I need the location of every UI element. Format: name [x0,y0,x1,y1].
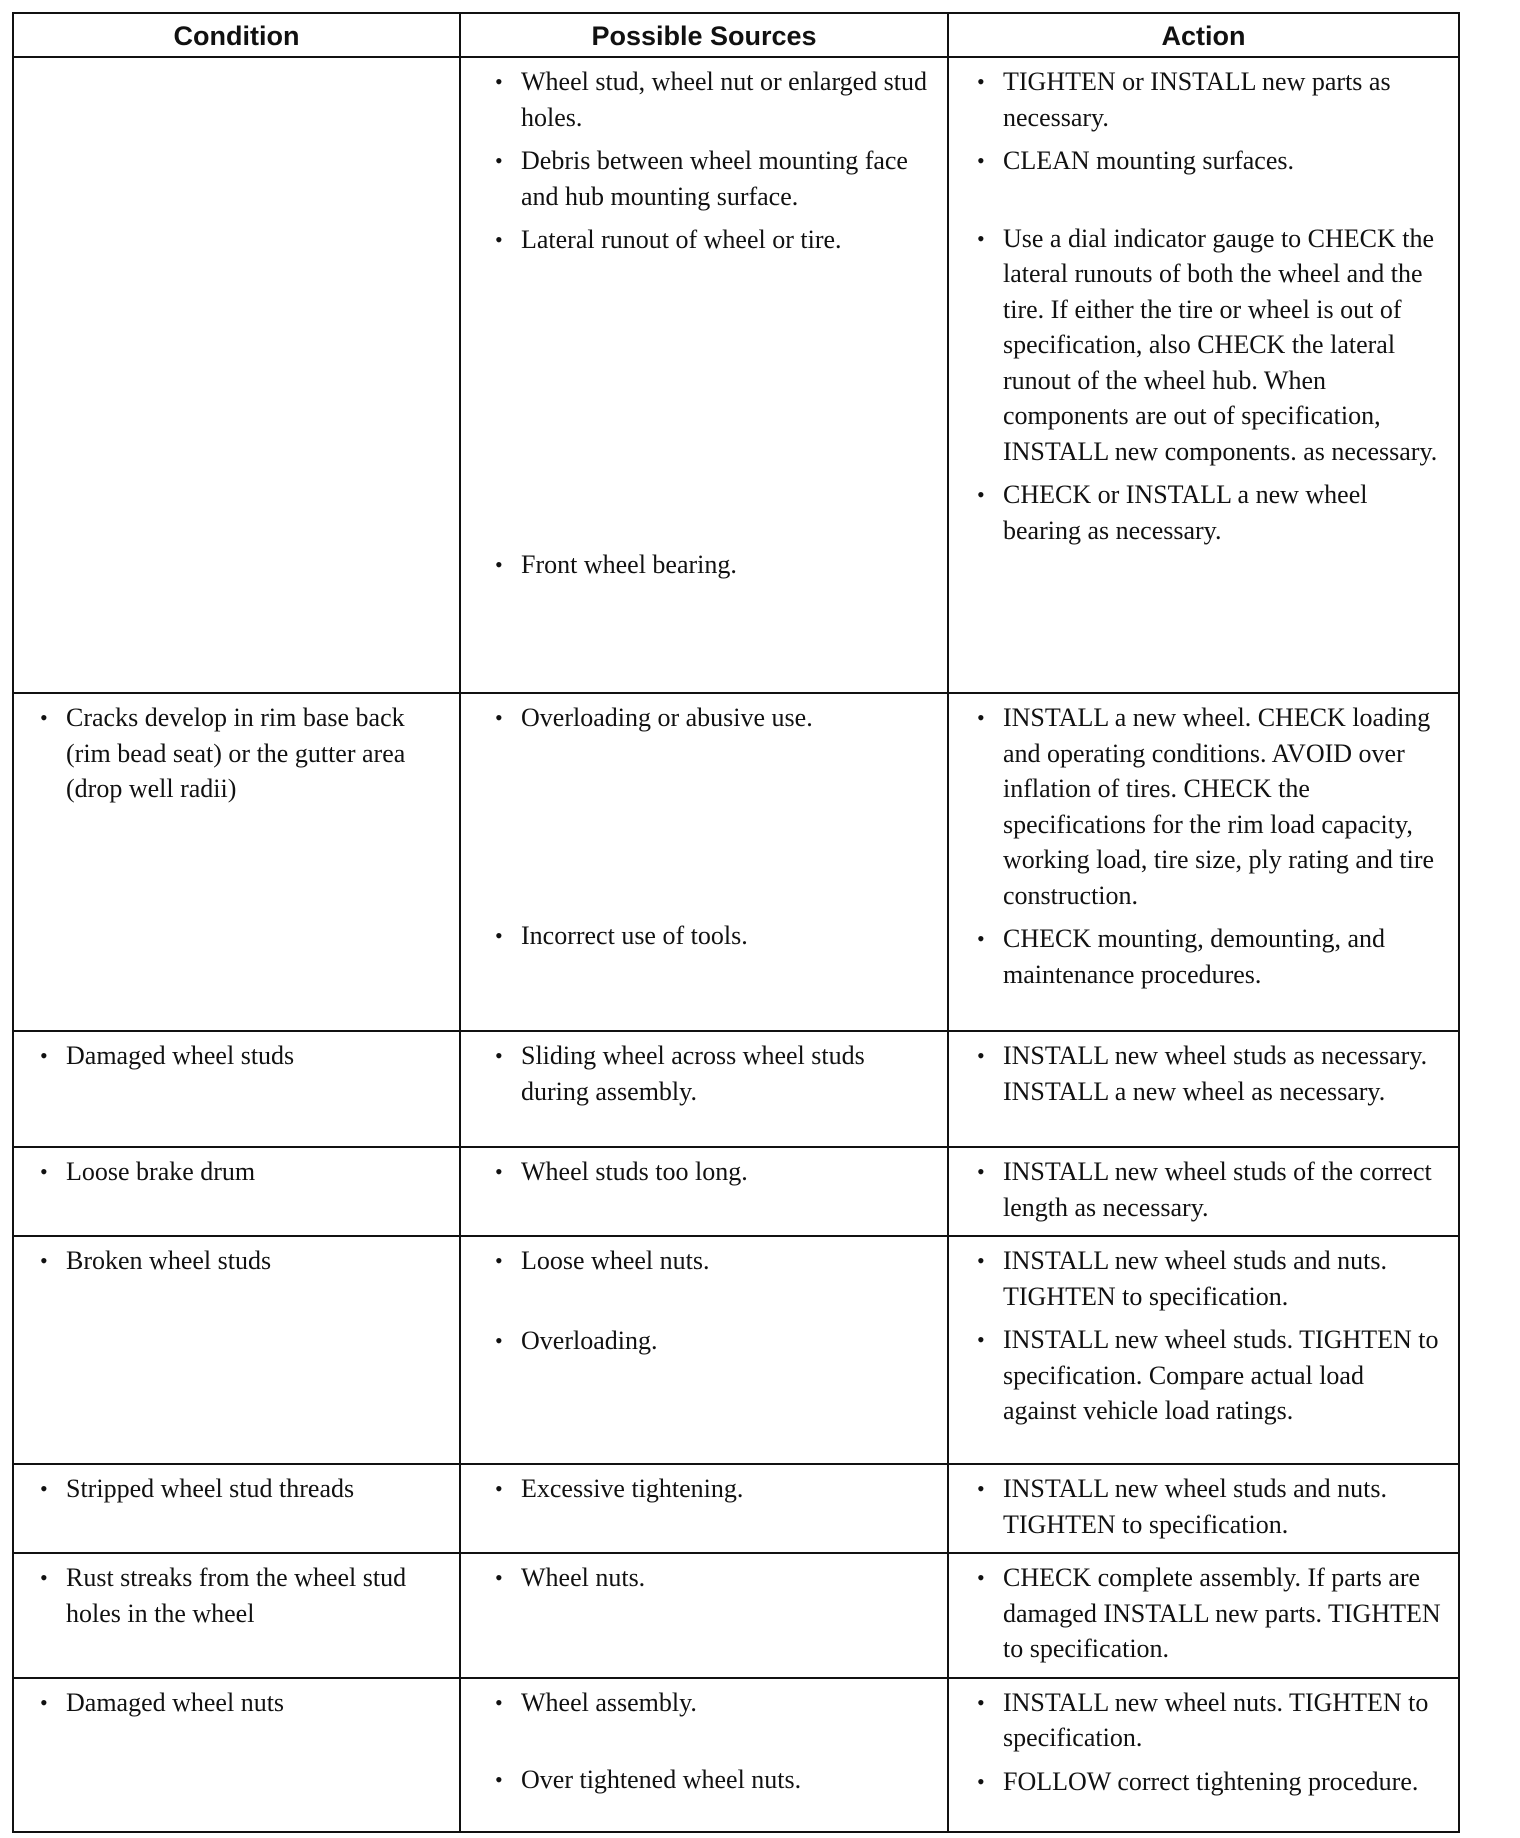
source-item: • Incorrect use of tools. [495,918,933,954]
table-row [13,1031,1459,1147]
action-cell [948,1236,1459,1464]
action-item: • CHECK complete assembly. If parts are damaged INSTALL new parts. TIGHTEN to specification. [977,1560,1444,1667]
action-cell [948,1678,1459,1832]
sources-cell [460,1464,948,1553]
source-item: • Front wheel bearing. [495,547,933,583]
action-item: • CHECK mounting, demounting, and maintenance procedures. [977,921,1444,992]
source-item: • Overloading or abusive use. [495,700,933,736]
action-item: • FOLLOW correct tightening procedure. [977,1764,1444,1800]
source-item: • Wheel nuts. [495,1560,933,1596]
action-cell [948,57,1459,693]
condition-item: • Stripped wheel stud threads [40,1471,445,1507]
source-item: • Excessive tightening. [495,1471,933,1507]
action-item: • INSTALL new wheel nuts. TIGHTEN to specification. [977,1685,1444,1756]
table-row [13,1678,1459,1832]
source-item: • Wheel stud, wheel nut or enlarged stud holes. [495,64,933,135]
condition-item: • Damaged wheel nuts [40,1685,445,1721]
sources-cell [460,57,948,693]
sources-cell [460,1031,948,1147]
action-cell [948,1031,1459,1147]
action-item: • INSTALL new wheel studs as necessary. INSTALL a new wheel as necessary. [977,1038,1444,1109]
source-item: • Wheel studs too long. [495,1154,933,1190]
table-row [13,1553,1459,1678]
sources-cell [460,1553,948,1678]
table-row [13,57,1459,693]
action-item: • Use a dial indicator gauge to CHECK the lateral runouts of both the wheel and the tire. If either the tire or wheel is out of specification, also CHECK the lateral runout of the wheel hub. When components are out of specification, INSTALL new components. as necessary. [977,221,1444,470]
source-item: • Sliding wheel across wheel studs during assembly. [495,1038,933,1109]
condition-item: • Loose brake drum [40,1154,445,1190]
condition-cell [13,57,460,693]
action-cell [948,693,1459,1031]
action-cell [948,1464,1459,1553]
sources-cell [460,1147,948,1236]
condition-cell [13,693,460,1031]
action-cell [948,1147,1459,1236]
source-item: • Debris between wheel mounting face and hub mounting surface. [495,143,933,214]
action-item: • CLEAN mounting surfaces. [977,143,1444,179]
sources-cell [460,1236,948,1464]
diagnosis-table [12,12,1460,1833]
header-action: Action [948,13,1459,57]
condition-cell [13,1464,460,1553]
action-item: • TIGHTEN or INSTALL new parts as necessary. [977,64,1444,135]
condition-cell [13,1553,460,1678]
condition-cell [13,1236,460,1464]
action-cell [948,1553,1459,1678]
action-item: • INSTALL new wheel studs and nuts. TIGHTEN to specification. [977,1243,1444,1314]
condition-cell [13,1678,460,1832]
condition-item: • Cracks develop in rim base back (rim bead seat) or the gutter area (drop well radii) [40,700,445,807]
table-row [13,693,1459,1031]
table-row [13,1236,1459,1464]
action-item: • INSTALL new wheel studs. TIGHTEN to specification. Compare actual load against vehicle load ratings. [977,1322,1444,1429]
action-item: • INSTALL new wheel studs and nuts. TIGHTEN to specification. [977,1471,1444,1542]
condition-cell [13,1031,460,1147]
action-item: • INSTALL a new wheel. CHECK loading and operating conditions. AVOID over inflation of tires. CHECK the specifications for the rim load capacity, working load, tire size, ply rating and tire construction. [977,700,1444,913]
action-item: • INSTALL new wheel studs of the correct length as necessary. [977,1154,1444,1225]
condition-item: • Broken wheel studs [40,1243,445,1279]
header-row [13,13,1459,57]
header-possible-sources: Possible Sources [460,13,948,57]
action-item: • CHECK or INSTALL a new wheel bearing as necessary. [977,477,1444,548]
header-condition: Condition [13,13,460,57]
condition-item: • Damaged wheel studs [40,1038,445,1074]
table-row [13,1464,1459,1553]
sources-cell [460,693,948,1031]
source-item: • Overloading. [495,1323,933,1359]
table-row [13,1147,1459,1236]
source-item: • Over tightened wheel nuts. [495,1762,933,1798]
sources-cell [460,1678,948,1832]
source-item: • Wheel assembly. [495,1685,933,1721]
condition-cell [13,1147,460,1236]
condition-item: • Rust streaks from the wheel stud holes in the wheel [40,1560,445,1631]
source-item: • Loose wheel nuts. [495,1243,933,1279]
source-item: • Lateral runout of wheel or tire. [495,222,933,258]
